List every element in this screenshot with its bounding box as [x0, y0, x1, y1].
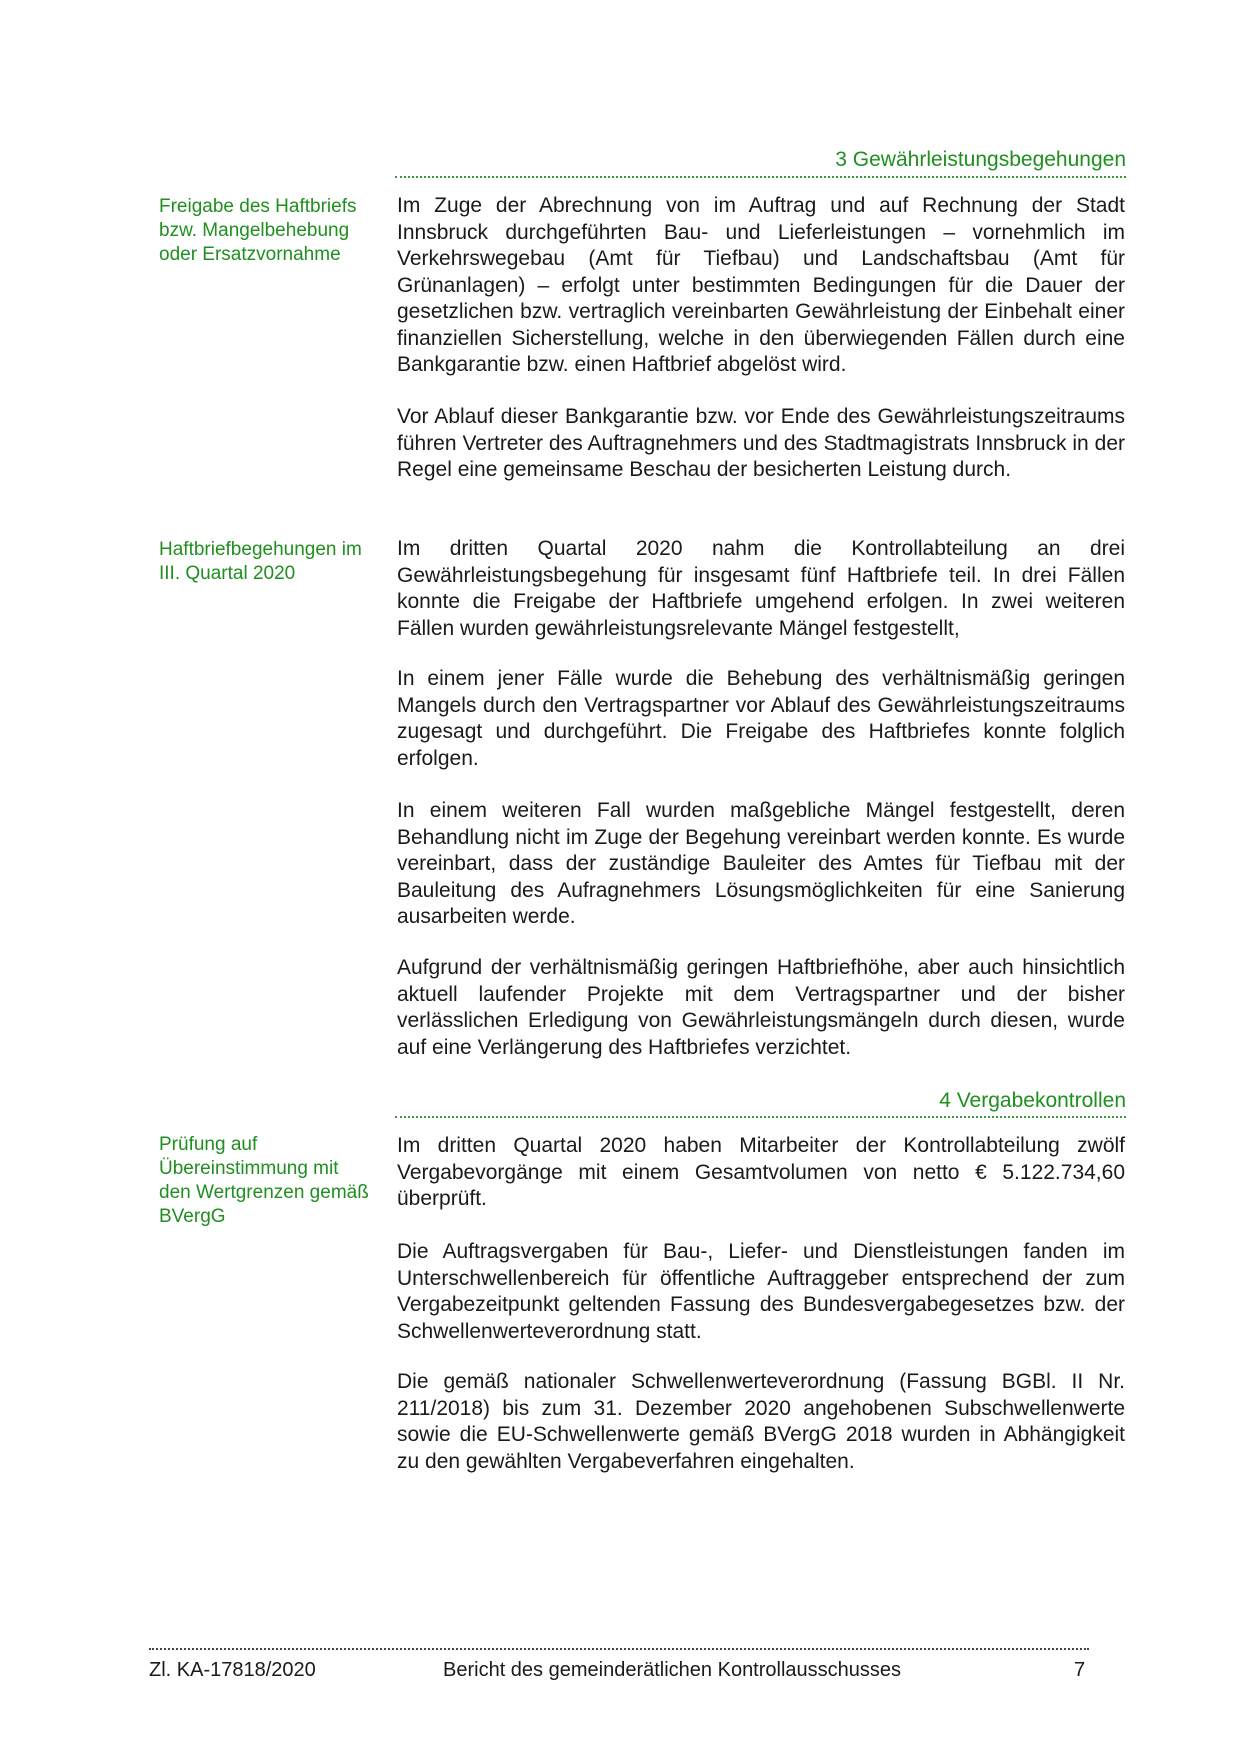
paragraph-4: In einem jener Fälle wurde die Behebung des verhältnismäßig geringen Mangels durch den Vertragspartner vor Ablauf des Gewährleistungszeitraums zugesagt und durchgeführt. Die Freigabe des Haftbriefes konnte folglich erfolgen. [397, 667, 1125, 770]
paragraph-3: Im dritten Quartal 2020 nahm die Kontrollabteilung an drei Gewährleistungsbegehung für insgesamt fünf Haftbriefe teil. In drei Fällen konnte die Freigabe der Haftbriefe umgehend erfolgen. In zwei weiteren Fällen wurden gewährleistungsrelevante Mängel festgestellt, [397, 537, 1125, 640]
footer-title: Bericht des gemeinderätlichen Kontrollausschusses [443, 1659, 902, 1681]
footer-rule [149, 1648, 1089, 1650]
paragraph-5: In einem weiteren Fall wurden maßgebliche Mängel festgestellt, deren Behandlung nicht im Zuge der Begehung vereinbart werden konnte. Es wurde vereinbart, dass der zuständige Bauleiter des Amtes für Tiefbau mit der Bauleitung des Aufragnehmers Lösungsmöglichkeiten für eine Sanierung ausarbeiten werde. [397, 799, 1125, 928]
margin-note-haftbrief-freigabe: Freigabe des Haftbriefs bzw. Mangelbehebung oder Ersatzvornahme [159, 196, 357, 265]
section-rule-3 [395, 176, 1126, 178]
paragraph-6: Aufgrund der verhältnismäßig geringen Haftbriefhöhe, aber auch hinsichtlich aktuell laufender Projekte mit dem Vertragspartner und der bisher verlässlichen Erledigung von Gewährleistungsmängeln durch diesen, wurde auf eine Verlängerung des Haftbriefes verzichtet. [397, 956, 1125, 1059]
footer-reference: Zl. KA-17818/2020 [149, 1659, 316, 1681]
margin-note-haftbriefbegehungen: Haftbriefbegehungen im III. Quartal 2020 [159, 539, 362, 584]
section-heading-3: 3 Gewährleistungsbegehungen [835, 148, 1126, 171]
paragraph-8: Die Auftragsvergaben für Bau-, Liefer- und Dienstleistungen fanden im Unterschwellenbereich für öffentliche Auftraggeber entsprechend der zum Vergabezeitpunkt geltenden Fassung des Bundesvergabegesetzes bzw. der Schwellenwerteverordnung statt. [397, 1240, 1125, 1343]
paragraph-1: Im Zuge der Abrechnung von im Auftrag und auf Rechnung der Stadt Innsbruck durchgeführten Bau- und Lieferleistungen – vornehmlich im Verkehrswegebau (Amt für Tiefbau) und Landschaftsbau (Amt für Grünanlagen) – erfolgt unter bestimmten Bedingungen für die Dauer der gesetzlichen bzw. vertraglich vereinbarten Gewährleistung der Einbehalt einer finanziellen Sicherstellung, welche in den überwiegenden Fällen durch eine Bankgarantie bzw. einen Haftbrief abgelöst wird. [397, 194, 1125, 376]
section-heading-4: 4 Vergabekontrollen [939, 1089, 1126, 1112]
paragraph-9: Die gemäß nationaler Schwellenwerteverordnung (Fassung BGBl. II Nr. 211/2018) bis zum 31. Dezember 2020 angehobenen Subschwellenwerte sowie die EU-Schwellenwerte gemäß BVergG 2018 wurden in Abhängigkeit zu den gewählten Vergabeverfahren eingehalten. [397, 1370, 1125, 1473]
footer-page-number: 7 [1074, 1659, 1086, 1681]
section-rule-4 [395, 1116, 1126, 1118]
margin-note-pruefung-wertgrenzen: Prüfung auf Übereinstimmung mit den Wertgrenzen gemäß BVergG [159, 1134, 369, 1227]
paragraph-2: Vor Ablauf dieser Bankgarantie bzw. vor Ende des Gewährleistungszeitraums führen Vertreter des Auftragnehmers und des Stadtmagistrats Innsbruck in der Regel eine gemeinsame Beschau der besicherten Leistung durch. [397, 405, 1125, 481]
paragraph-7: Im dritten Quartal 2020 haben Mitarbeiter der Kontrollabteilung zwölf Vergabevorgänge mit einem Gesamtvolumen von netto € 5.122.734,60 überprüft. [397, 1134, 1125, 1210]
